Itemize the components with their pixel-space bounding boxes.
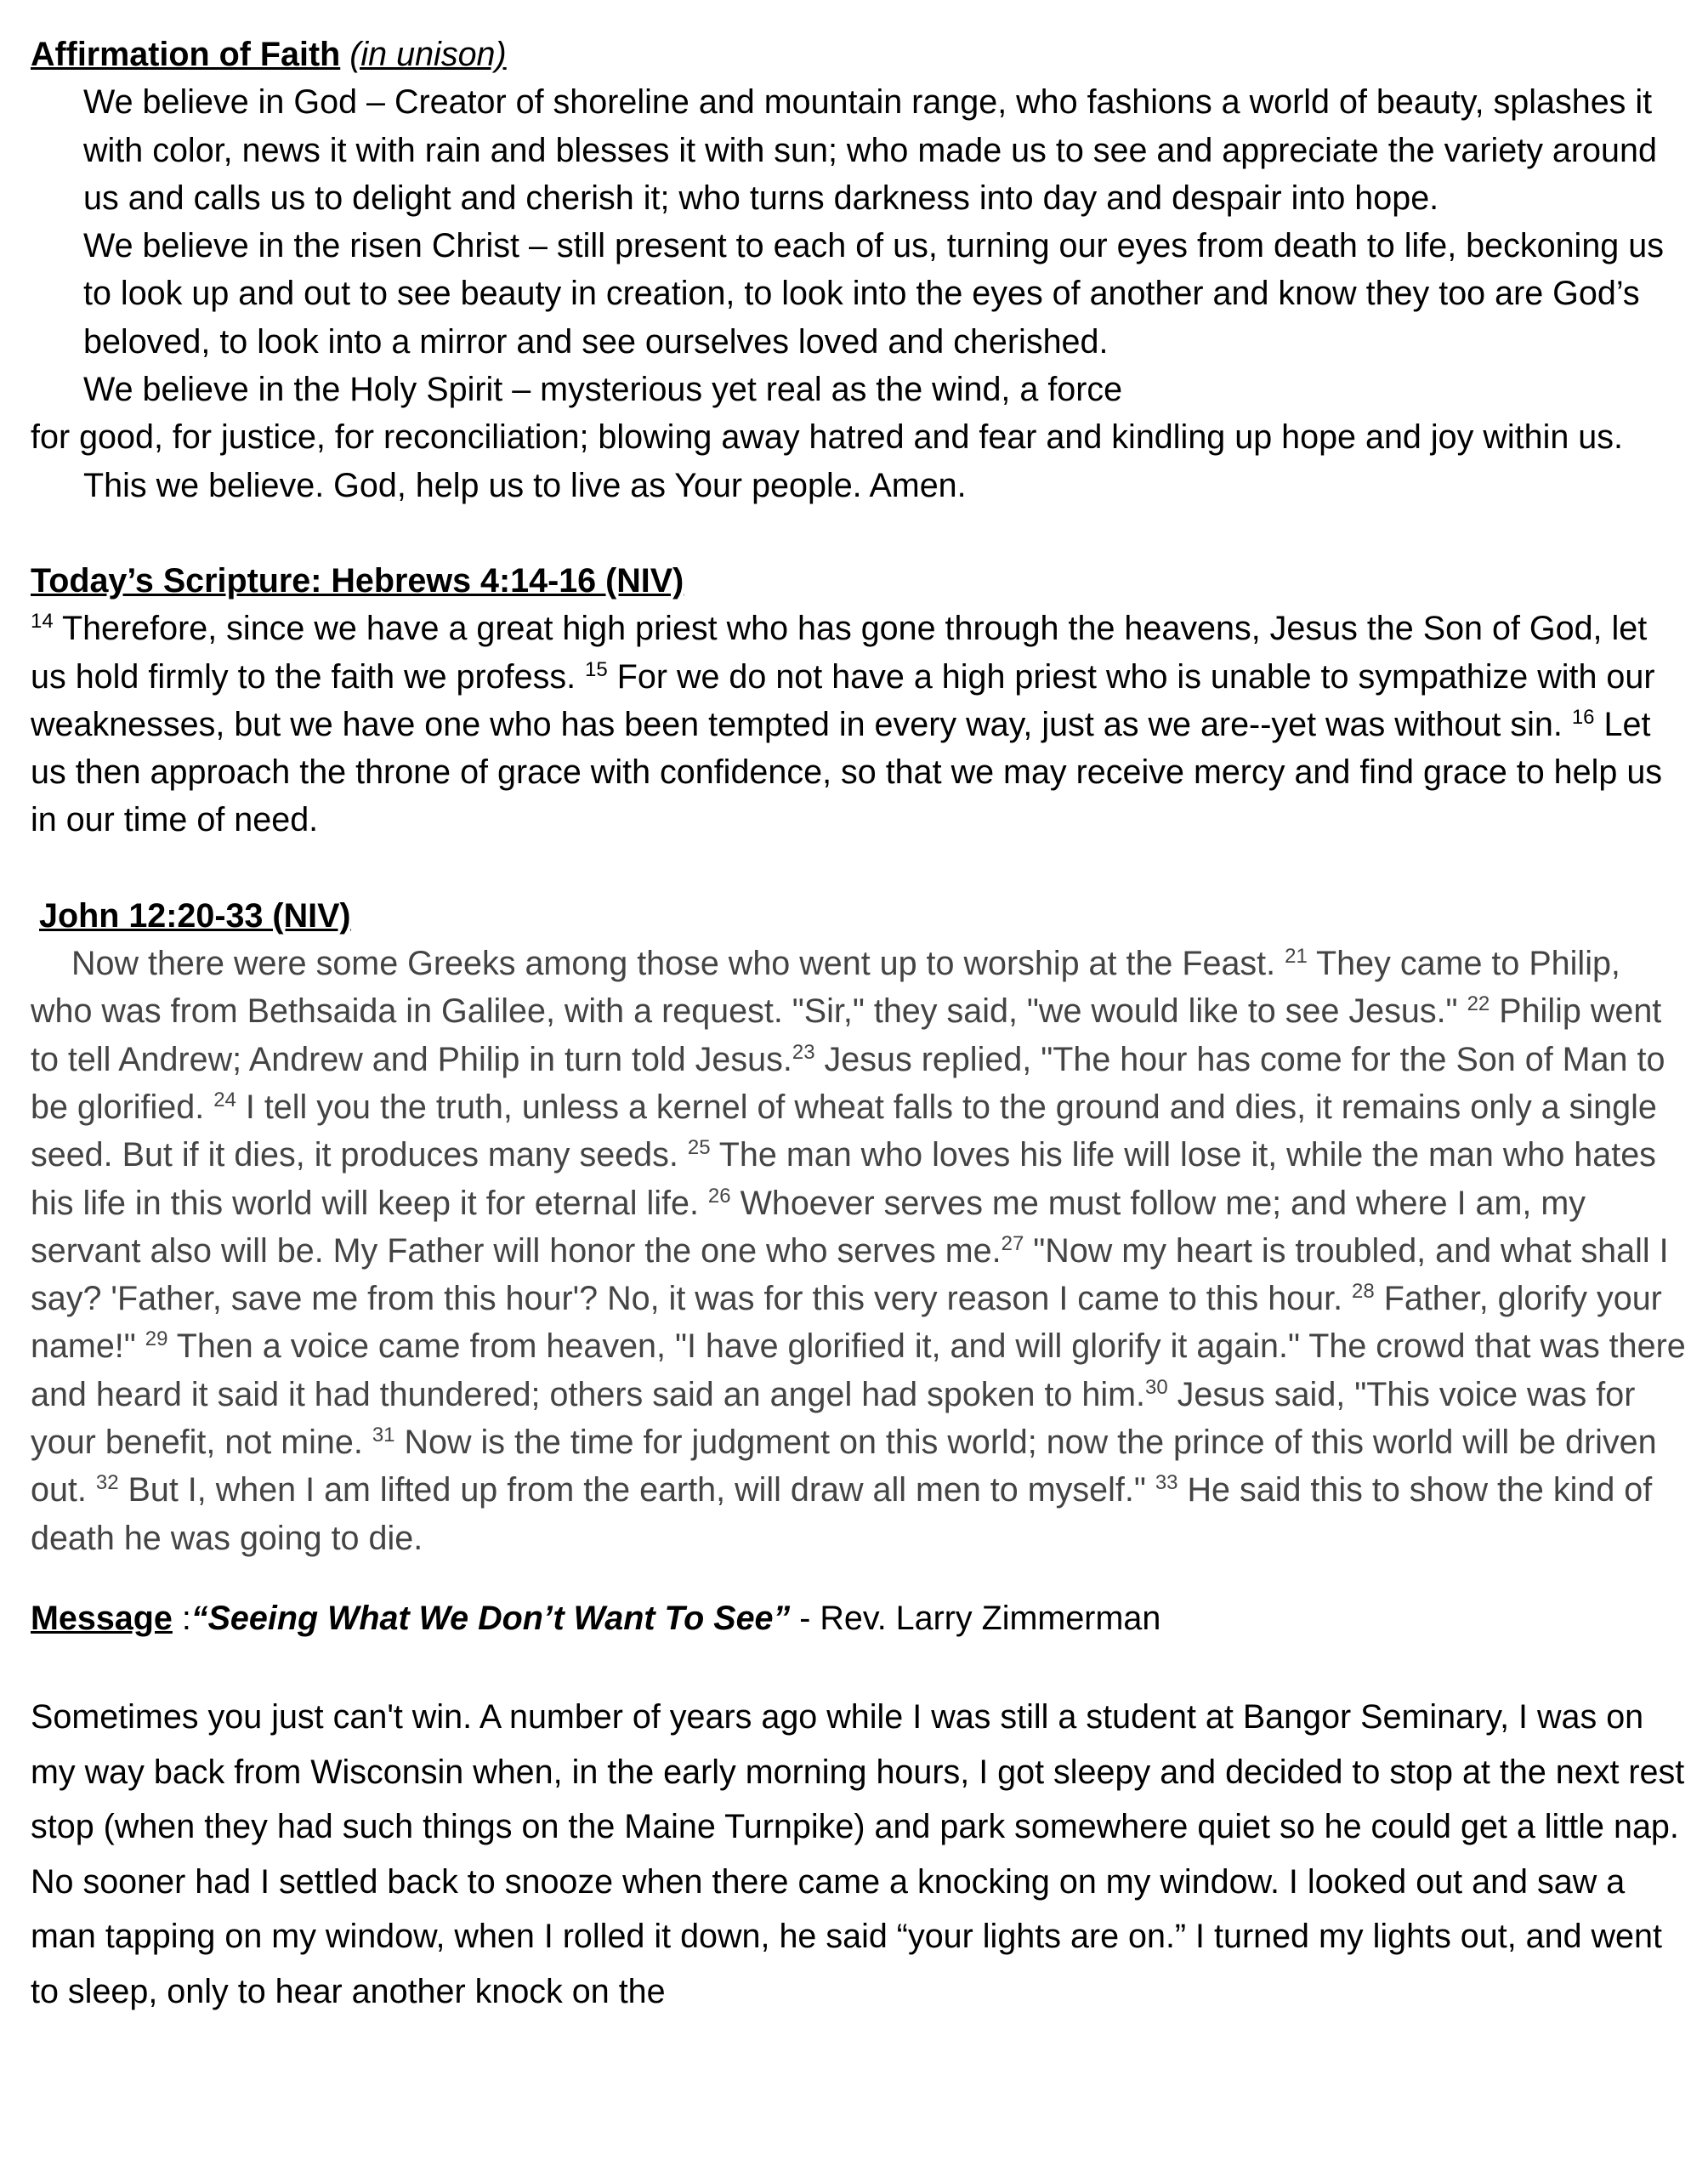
affirmation-paragraph-god: We believe in God – Creator of shoreline and mountain range, who fashions a world of beauty, splashes it with color, news it with rain and blesses it with sun; who made us to see and appreciate the variety around us and calls us to delight and cherish it; who turns darkness into day and despair into hope. — [83, 83, 1657, 217]
scripture-heading-line — [31, 557, 1688, 605]
verse-number: 25 — [687, 1136, 711, 1160]
verse-text: They came to Philip, who was from Bethsaida in Galilee, with a request. "Sir," they said, "we would like to see Jesus." — [31, 945, 1620, 1031]
verse-text: Philip went to tell Andrew; Andrew and Philip in turn told Jesus. — [31, 992, 1662, 1078]
spacer — [31, 509, 1688, 557]
verse-text: The man who loves his life will lose it, while the man who hates his life in this world will keep it for eternal life. — [31, 1136, 1656, 1222]
message-line — [31, 1594, 1688, 1642]
verse-text: Then a voice came from heaven, "I have glorified it, and will glorify it again." The crowd that was there and heard it said it had thundered; others said an angel had spoken to him. — [31, 1327, 1686, 1413]
verse-number: 26 — [707, 1184, 731, 1208]
spacer — [31, 844, 1688, 892]
affirmation-heading-line — [31, 31, 1688, 78]
document-page — [31, 31, 1688, 2019]
verse-text: "Now my heart is troubled, and what shall I say? 'Father, save me from this hour'? No, it was for this very reason I came to this hour. — [31, 1231, 1669, 1318]
verse-text: For we do not have a high priest who is unable to sympathize with our weaknesses, but we have one who has been tempted in every way, just as we are--yet was without sin. — [31, 657, 1655, 743]
verse-number: 22 — [1467, 992, 1490, 1016]
verse-text: I tell you the truth, unless a kernel of wheat falls to the ground and dies, it remains only a single seed. But if it dies, it produces many seeds. — [31, 1088, 1657, 1174]
affirmation-paragraph-spirit: We believe in the Holy Spirit – mysterious yet real as the wind, a force — [83, 371, 1123, 409]
message-author: - Rev. Larry Zimmerman — [790, 1599, 1161, 1637]
john-passage — [31, 940, 1688, 1562]
verse-text: Now there were some Greeks among those who went up to worship at the Feast. — [71, 945, 1285, 983]
message-separator: : — [172, 1599, 191, 1637]
affirmation-note: (in unison) — [349, 36, 507, 73]
scripture-heading: Today’s Scripture: Hebrews 4:14-16 (NIV) — [31, 561, 684, 600]
message-title: “Seeing What We Don’t Want To See” — [190, 1599, 791, 1637]
verse-text: Whoever serves me must follow me; and where I am, my servant also will be. My Father will honor the one who serves me. — [31, 1184, 1586, 1270]
verse-number: 28 — [1352, 1279, 1375, 1303]
spacer — [31, 1642, 1688, 1690]
verse-number: 27 — [1001, 1231, 1024, 1255]
message-label: Message — [31, 1599, 173, 1637]
verse-number: 21 — [1285, 944, 1308, 968]
verse-number: 29 — [145, 1327, 168, 1351]
verse-text: Jesus replied, "The hour has come for the Son of Man to be glorified. — [31, 1040, 1665, 1126]
verse-number: 24 — [213, 1088, 236, 1111]
verse-text: Jesus said, "This voice was for your benefit, not mine. — [31, 1375, 1636, 1462]
sermon-text: Sometimes you just can't win. A number of years ago while I was still a student at Bangor Seminary, I was on my way back from Wisconsin when, in the early morning hours, I got sleepy and decided to stop at the next rest stop (when they had such things on the Maine Turnpike) and park somewhere quiet so he could get a little nap. No sooner had I settled back to snooze when there came a knocking on my window. I looked out and saw a man tapping on my window, when I rolled it down, he said “your lights are on.” I turned my lights out, and went to sleep, only to hear another knock on the — [31, 1698, 1685, 2010]
affirmation-paragraph-christ: We believe in the risen Christ – still present to each of us, turning our eyes from death to life, beckoning us to look up and out to see beauty in creation, to look into the eyes of another and know they too are God’s beloved, to look into a mirror and see ourselves loved and cherished. — [83, 227, 1664, 361]
verse-text: Father, glorify your name!" — [31, 1280, 1662, 1366]
scripture-passage — [31, 605, 1688, 844]
verse-number: 15 — [585, 657, 608, 681]
verse-text: But I, when I am lifted up from the earth, will draw all men to myself." — [118, 1471, 1155, 1509]
affirmation-paragraph-spirit-cont: for good, for justice, for reconciliation; blowing away hatred and fear and kindling up hope and joy within us. — [31, 418, 1623, 457]
verse-text: Now is the time for judgment on this world; now the prince of this world will be driven out. — [31, 1424, 1657, 1509]
verse-text: Let us then approach the throne of grace with confidence, so that we may receive mercy and find grace to help us in our time of need. — [31, 705, 1663, 839]
verse-text: Therefore, since we have a great high priest who has gone through the heavens, Jesus the Son of God, let us hold firmly to the faith we profess. — [31, 610, 1648, 696]
john-heading: John 12:20-33 (NIV) — [39, 896, 351, 935]
verse-number: 16 — [1571, 705, 1595, 729]
verse-number: 31 — [372, 1423, 395, 1447]
verse-text: He said this to show the kind of death he was going to die. — [31, 1471, 1653, 1557]
verse-number: 30 — [1144, 1375, 1168, 1399]
john-heading-line — [31, 892, 1688, 940]
verse-number: 14 — [31, 610, 54, 634]
affirmation-paragraph-closing: This we believe. God, help us to live as Your people. Amen. — [83, 466, 967, 504]
affirmation-heading: Affirmation of Faith — [31, 36, 341, 73]
verse-number: 33 — [1155, 1471, 1178, 1495]
spacer — [31, 1562, 1688, 1594]
verse-number: 23 — [792, 1040, 815, 1064]
verse-number: 32 — [95, 1471, 119, 1495]
